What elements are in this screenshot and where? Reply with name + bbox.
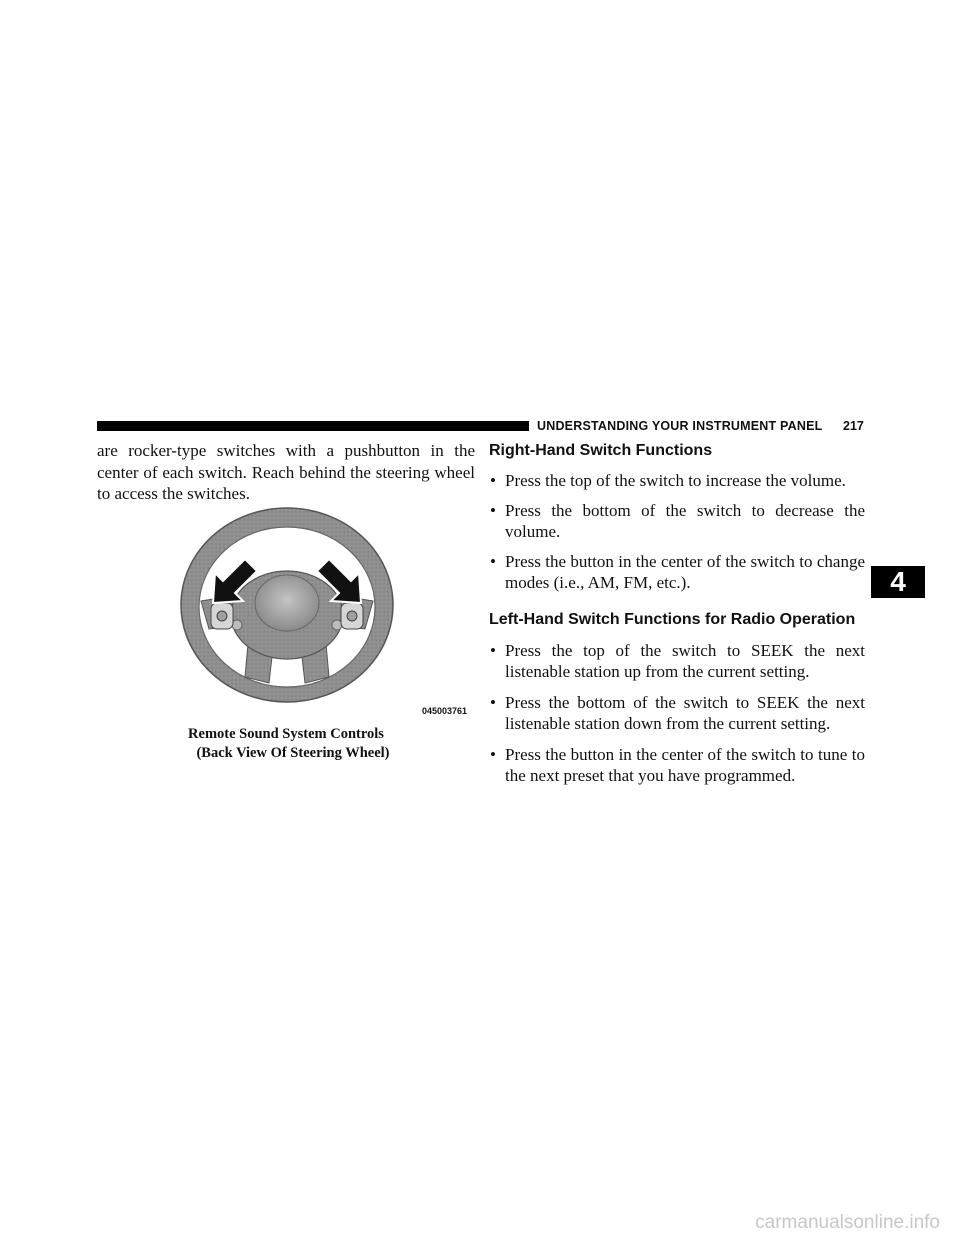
running-header: UNDERSTANDING YOUR INSTRUMENT PANEL bbox=[537, 419, 823, 433]
intro-paragraph: are rocker-type switches with a pushbutton in the center of each switch. Reach behind the steering wheel to access the switches. bbox=[97, 441, 475, 503]
right-switch-icon bbox=[341, 603, 363, 629]
right-column bbox=[489, 440, 865, 787]
list-item: • Press the button in the center of the switch to change modes (i.e., AM, FM, etc.). bbox=[490, 551, 865, 592]
header-rule bbox=[97, 421, 529, 431]
list-item: • Press the top of the switch to increase the volume. bbox=[490, 471, 846, 490]
bullet-list bbox=[489, 640, 865, 787]
bullet-list bbox=[489, 470, 865, 594]
chapter-tab: 4 bbox=[871, 566, 925, 598]
list-item: • Press the bottom of the switch to decrease the volume. bbox=[490, 500, 865, 541]
section-left-hand bbox=[489, 609, 865, 787]
left-switch-icon bbox=[211, 603, 233, 629]
section-heading: Left-Hand Switch Functions for Radio Operation bbox=[489, 610, 856, 628]
list-item: • Press the bottom of the switch to SEEK the next listenable station down from the current setting. bbox=[490, 692, 865, 733]
caption-line-1: Remote Sound System Controls bbox=[188, 726, 384, 742]
figure-id: 045003761 bbox=[422, 706, 468, 716]
steering-wheel-illustration bbox=[179, 503, 395, 703]
caption-line-2: (Back View Of Steering Wheel) bbox=[196, 745, 390, 761]
figure-caption bbox=[97, 725, 475, 763]
section-right-hand bbox=[489, 440, 865, 594]
list-item: • Press the button in the center of the switch to tune to the next preset that you have programmed. bbox=[490, 744, 865, 785]
watermark: carmanualsonline.info bbox=[755, 1212, 940, 1233]
list-item: • Press the top of the switch to SEEK the next listenable station up from the current setting. bbox=[490, 640, 865, 681]
page-number: 217 bbox=[843, 419, 864, 433]
left-column bbox=[97, 440, 475, 505]
section-heading: Right-Hand Switch Functions bbox=[489, 442, 713, 459]
